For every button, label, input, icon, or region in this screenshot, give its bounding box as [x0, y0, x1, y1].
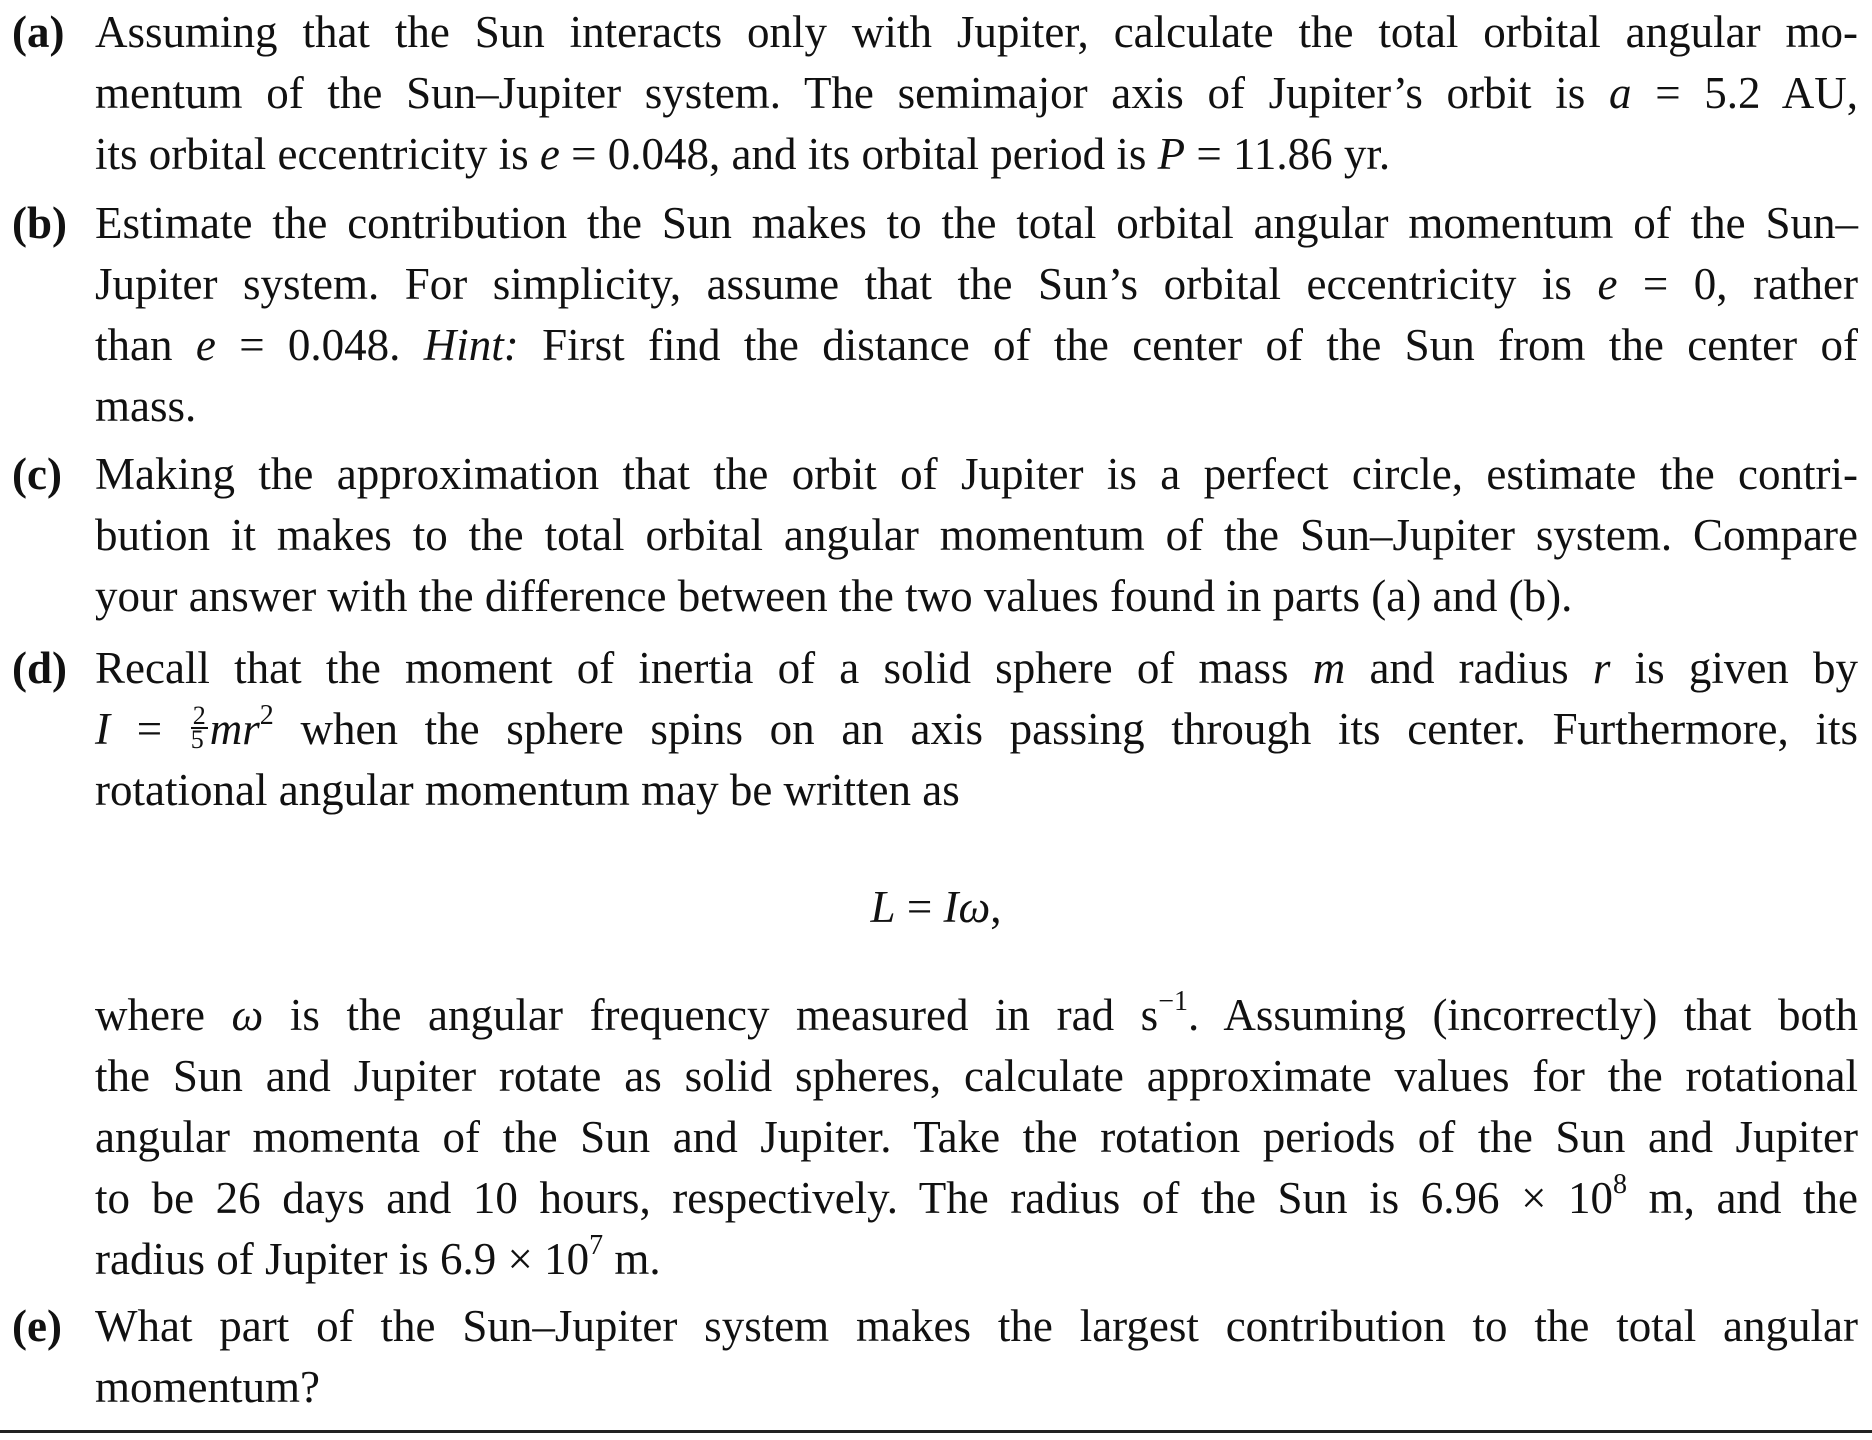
part-e	[12, 1296, 1858, 1418]
part-c-label: (c)	[12, 449, 62, 499]
symbol-e: e	[195, 320, 216, 370]
part-d-text-continued	[95, 985, 1858, 1290]
symbol-r: r	[1592, 643, 1611, 693]
part-b-line-3: than e = 0.048. Hint: First find the distance of the center of the Sun from the center of	[95, 320, 1858, 370]
exponent-8: 8	[1613, 1169, 1628, 1200]
part-c-line-3: your answer with the difference between the two values found in parts (a) and (b).	[95, 571, 1573, 621]
hint-label: Hint:	[423, 320, 519, 370]
part-b-label: (b)	[12, 198, 67, 248]
part-b-line-4: mass.	[95, 381, 197, 431]
part-b-line-1: Estimate the contribution the Sun makes to the total orbital angular momentum of the Sun–	[95, 198, 1858, 248]
display-equation: L = Iω,	[870, 882, 1002, 932]
part-c-text	[95, 444, 1858, 627]
part-d-line-2: I = $\frac{2}{5}$ $mr^2$ when the sphere spins on an axis passing through its center. Furthermore, its	[95, 700, 1858, 754]
part-b	[12, 193, 1858, 437]
part-d-label: (d)	[12, 643, 67, 693]
part-b-text	[95, 193, 1858, 437]
exponent-2: 2	[259, 700, 274, 731]
part-d-continued	[12, 985, 1858, 1290]
part-e-label: (e)	[12, 1301, 62, 1351]
part-b-line-2: Jupiter system. For simplicity, assume that the Sun’s orbital eccentricity is e = 0, rather	[95, 259, 1858, 309]
part-d-line-1: Recall that the moment of inertia of a solid sphere of mass m and radius r is given by	[95, 643, 1859, 693]
part-d-line-4: where ω is the angular frequency measured in rad $s^{-1}$. Assuming (incorrectly) that both	[95, 986, 1858, 1040]
part-a-line-3: its orbital eccentricity is e = 0.048, and its orbital period is P = 11.86 yr.	[95, 129, 1391, 179]
part-d	[12, 638, 1858, 821]
part-d-line-3: rotational angular momentum may be written as	[95, 765, 960, 815]
symbol-P: P	[1157, 129, 1186, 179]
part-a-label: (a)	[12, 7, 65, 57]
symbol-mr: mr	[209, 704, 260, 754]
part-a-text	[95, 2, 1858, 185]
exponent-minus-1: −1	[1158, 986, 1188, 1017]
part-d-line-7: to be 26 days and 10 hours, respectively. The radius of the Sun is $6.96 \times 10^8$ m, and the	[95, 1169, 1858, 1223]
symbol-e: e	[539, 129, 560, 179]
part-d-text	[95, 638, 1858, 821]
exponent-7: 7	[589, 1230, 604, 1261]
symbol-I: I	[95, 704, 110, 754]
fraction-two-fifths: $\frac{2}{5}$	[190, 700, 206, 754]
part-a-line-2: mentum of the Sun–Jupiter system. The semimajor axis of Jupiter’s orbit is a = 5.2 AU,	[95, 68, 1859, 118]
symbol-omega: ω	[231, 990, 264, 1040]
part-e-line-1: What part of the Sun–Jupiter system makes the largest contribution to the total angular	[95, 1301, 1858, 1351]
bottom-rule	[0, 1430, 1872, 1433]
part-a	[12, 2, 1858, 185]
part-a-line-1: Assuming that the Sun interacts only with Jupiter, calculate the total orbital angular mo-	[95, 7, 1858, 57]
part-c-line-1: Making the approximation that the orbit of Jupiter is a perfect circle, estimate the contri-	[95, 449, 1858, 499]
symbol-e: e	[1597, 259, 1618, 309]
part-d-line-6: angular momenta of the Sun and Jupiter. Take the rotation periods of the Sun and Jupiter	[95, 1112, 1858, 1162]
part-c	[12, 444, 1858, 627]
part-e-line-2: momentum?	[95, 1362, 320, 1412]
symbol-m: m	[1312, 643, 1346, 693]
part-d-line-5: the Sun and Jupiter rotate as solid spheres, calculate approximate values for the rotational	[95, 1051, 1858, 1101]
part-d-line-8: radius of Jupiter is $6.9 \times 10^7$ m.	[95, 1230, 661, 1284]
part-c-line-2: bution it makes to the total orbital angular momentum of the Sun–Jupiter system. Compare	[95, 510, 1858, 560]
symbol-a: a	[1608, 68, 1632, 118]
part-e-text	[95, 1296, 1858, 1418]
